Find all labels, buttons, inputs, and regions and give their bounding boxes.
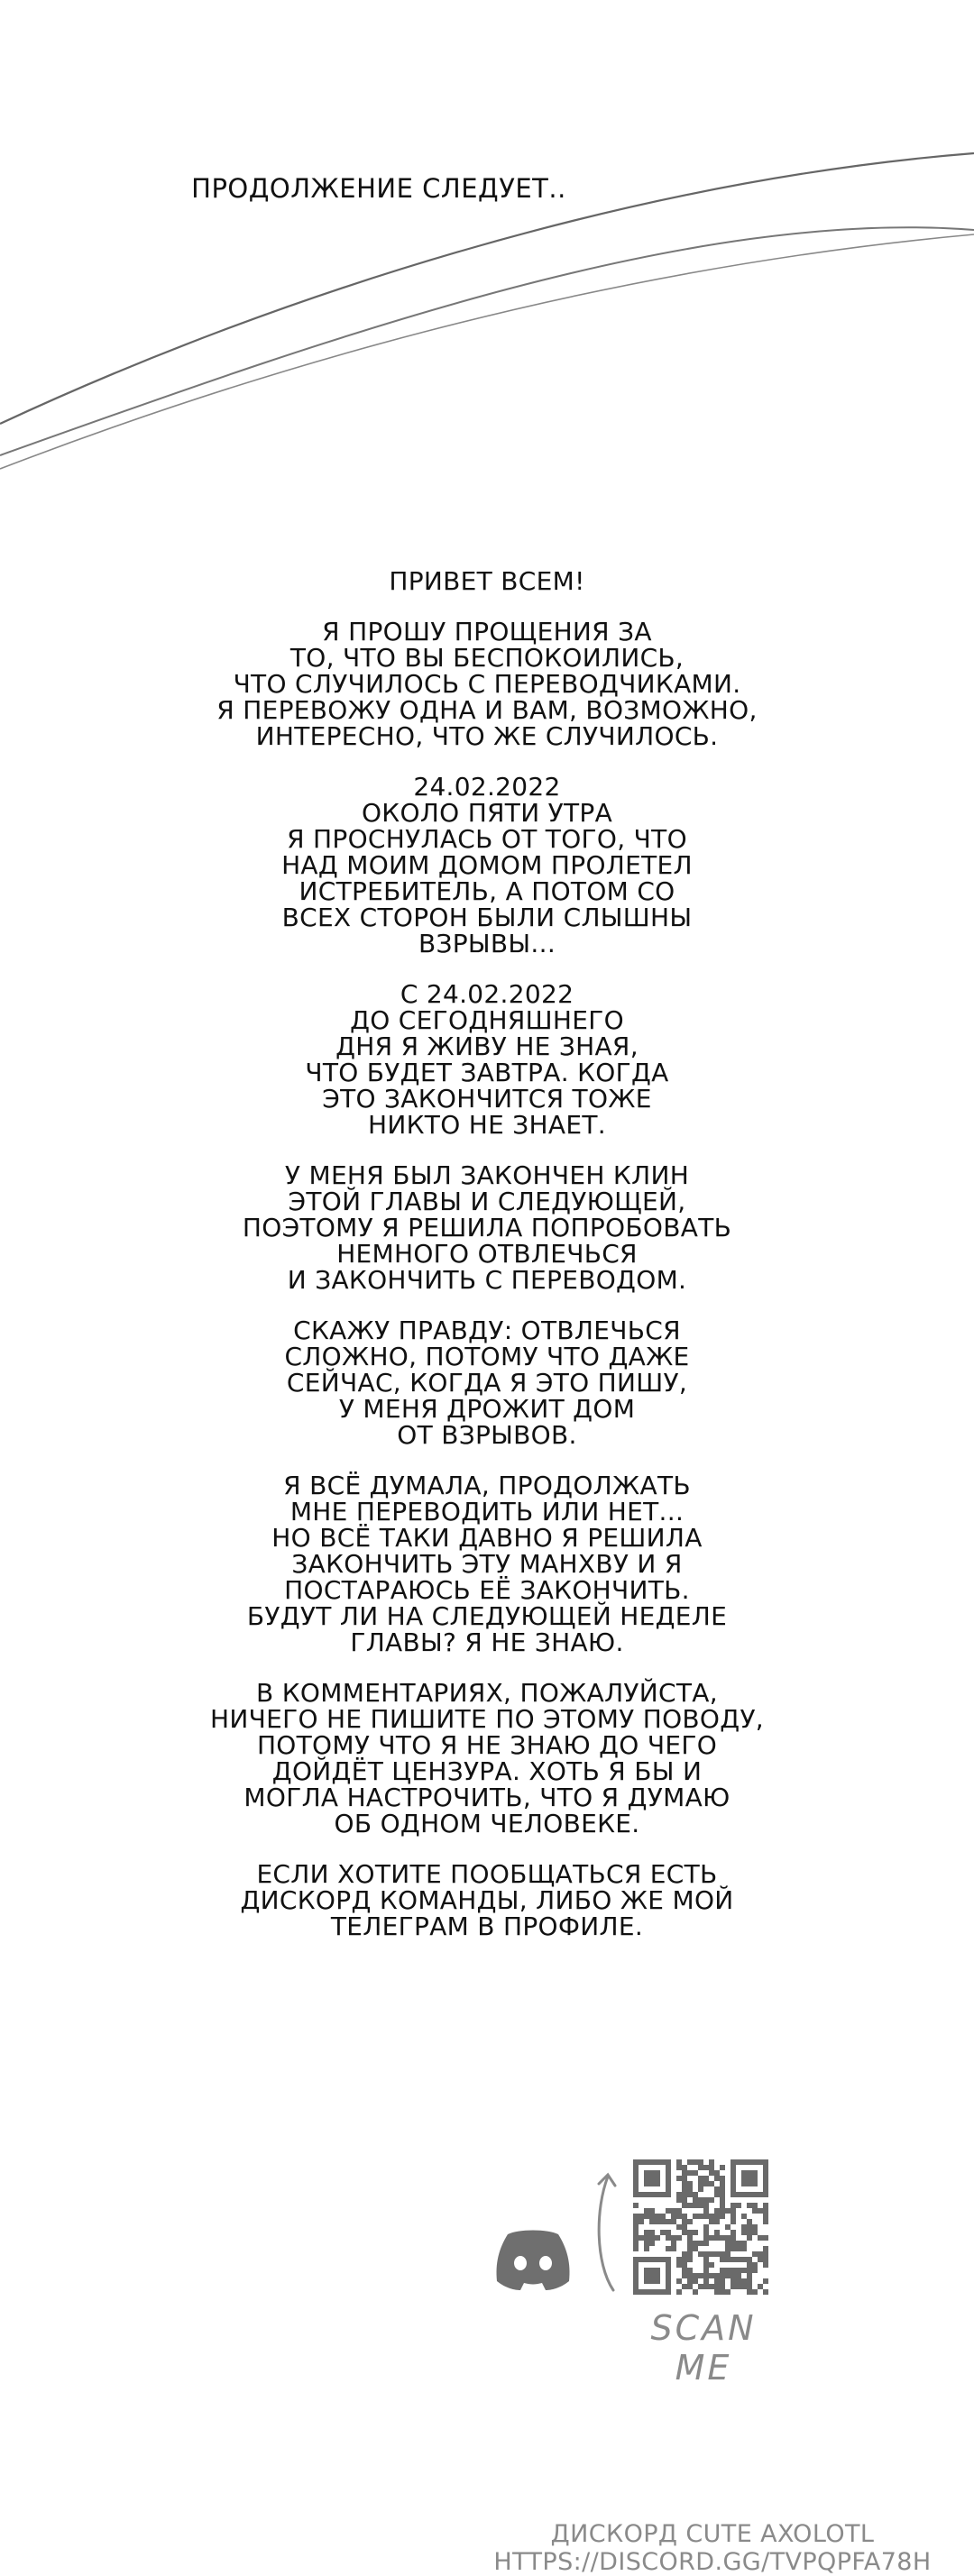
letter-paragraph (0, 981, 974, 1138)
letter-line: ОТ ВЗРЫВОВ. (397, 1420, 577, 1450)
translator-letter (0, 568, 974, 1964)
letter-line: ОБ ОДНОМ ЧЕЛОВЕКЕ. (334, 1809, 640, 1838)
letter-line: НО ВСЁ ТАКИ ДАВНО Я РЕШИЛА (271, 1523, 703, 1553)
letter-line: ЗАКОНЧИТЬ ЭТУ МАНХВУ И Я (291, 1549, 683, 1579)
letter-line: ДОЙДЁТ ЦЕНЗУРА. ХОТЬ Я БЫ И (271, 1756, 703, 1786)
letter-line: ПОТОМУ ЧТО Я НЕ ЗНАЮ ДО ЧЕГО (256, 1730, 718, 1760)
letter-line: МНЕ ПЕРЕВОДИТЬ ИЛИ НЕТ... (289, 1497, 685, 1526)
letter-line: И ЗАКОНЧИТЬ С ПЕРЕВОДОМ. (287, 1265, 687, 1295)
letter-line: У МЕНЯ ДРОЖИТ ДОМ (338, 1394, 636, 1424)
letter-line: НИКТО НЕ ЗНАЕТ. (368, 1110, 606, 1140)
letter-line: ТО, ЧТО ВЫ БЕСПОКОИЛИСЬ, (289, 643, 685, 673)
letter-line: СКАЖУ ПРАВДУ: ОТВЛЕЧЬСЯ (293, 1316, 681, 1345)
letter-line: Я ПРОШУ ПРОЩЕНИЯ ЗА (322, 617, 652, 646)
letter-line: С 24.02.2022 (400, 979, 574, 1009)
letter-line: НАД МОИМ ДОМОМ ПРОЛЕТЕЛ (281, 850, 693, 880)
letter-greeting: ПРИВЕТ ВСЕМ! (389, 566, 585, 596)
letter-line: ЧТО БУДЕТ ЗАВТРА. КОГДА (305, 1058, 669, 1087)
letter-line: ВСЕХ СТОРОН БЫЛИ СЛЫШНЫ (281, 903, 693, 932)
letter-line: ЕСЛИ ХОТИТЕ ПООБЩАТЬСЯ ЕСТЬ (256, 1859, 718, 1889)
letter-line: ПОЭТОМУ Я РЕШИЛА ПОПРОБОВАТЬ (242, 1213, 732, 1242)
decorative-swoosh-lines (0, 0, 974, 505)
letter-line: 24.02.2022 (413, 772, 561, 802)
discord-invite-link[interactable]: HTTPS://DISCORD.GG/TVPQPFA78H (493, 2548, 932, 2576)
letter-line: НЕМНОГО ОТВЛЕЧЬСЯ (336, 1239, 638, 1269)
letter-line: НИЧЕГО НЕ ПИШИТЕ ПО ЭТОМУ ПОВОДУ, (209, 1704, 765, 1734)
letter-paragraph (0, 619, 974, 749)
scan-me-label: SCAN ME (650, 2308, 757, 2388)
letter-line: ИНТЕРЕСНО, ЧТО ЖЕ СЛУЧИЛОСЬ. (255, 721, 719, 751)
letter-line: ГЛАВЫ? Я НЕ ЗНАЮ. (350, 1627, 624, 1657)
letter-paragraph (0, 1680, 974, 1837)
letter-line: ДО СЕГОДНЯШНЕГО (350, 1005, 624, 1035)
letter-line: У МЕНЯ БЫЛ ЗАКОНЧЕН КЛИН (284, 1160, 690, 1190)
letter-line: СЕЙЧАС, КОГДА Я ЭТО ПИШУ, (286, 1368, 688, 1398)
letter-line: Я ПЕРЕВОЖУ ОДНА И ВАМ, ВОЗМОЖНО, (216, 695, 758, 725)
letter-paragraph (0, 1162, 974, 1293)
letter-paragraph (0, 1317, 974, 1448)
letter-line: Я ПРОСНУЛАСЬ ОТ ТОГО, ЧТО (287, 824, 687, 854)
letter-line: ТЕЛЕГРАМ В ПРОФИЛЕ. (330, 1911, 644, 1941)
letter-line: ДИСКОРД КОМАНДЫ, ЛИБО ЖЕ МОЙ (240, 1885, 734, 1915)
letter-line: ДНЯ Я ЖИВУ НЕ ЗНАЯ, (335, 1031, 639, 1061)
letter-line: ЧТО СЛУЧИЛОСЬ С ПЕРЕВОДЧИКАМИ. (233, 669, 741, 699)
letter-line: ИСТРЕБИТЕЛЬ, А ПОТОМ СО (299, 876, 675, 906)
letter-line: ЭТОЙ ГЛАВЫ И СЛЕДУЮЩЕЙ, (288, 1187, 686, 1216)
discord-icon (492, 2227, 574, 2292)
letter-paragraph (0, 774, 974, 957)
letter-line: ЭТО ЗАКОНЧИТСЯ ТОЖЕ (322, 1084, 652, 1114)
letter-line: Я ВСЁ ДУМАЛА, ПРОДОЛЖАТЬ (283, 1471, 691, 1500)
discord-server-name: ДИСКОРД CUTE AXOLOTL (550, 2520, 875, 2548)
letter-line: ПОСТАРАЮСЬ ЕЁ ЗАКОНЧИТЬ. (284, 1575, 690, 1605)
letter-line: ВЗРЫВЫ... (418, 929, 556, 958)
letter-paragraphs (0, 619, 974, 1939)
letter-paragraph (0, 1472, 974, 1655)
qr-code-image (633, 2159, 768, 2295)
arrow-icon (588, 2164, 624, 2299)
to-be-continued-text: ПРОДОЛЖЕНИЕ СЛЕДУЕТ.. (191, 173, 566, 204)
letter-line: МОГЛА НАСТРОЧИТЬ, ЧТО Я ДУМАЮ (244, 1783, 730, 1812)
letter-line: БУДУТ ЛИ НА СЛЕДУЮЩЕЙ НЕДЕЛЕ (246, 1601, 728, 1631)
letter-line: СЛОЖНО, ПОТОМУ ЧТО ДАЖЕ (284, 1342, 690, 1371)
letter-line: В КОММЕНТАРИЯХ, ПОЖАЛУЙСТА, (256, 1678, 718, 1708)
letter-paragraph (0, 1861, 974, 1939)
letter-line: ОКОЛО ПЯТИ УТРА (361, 798, 613, 828)
